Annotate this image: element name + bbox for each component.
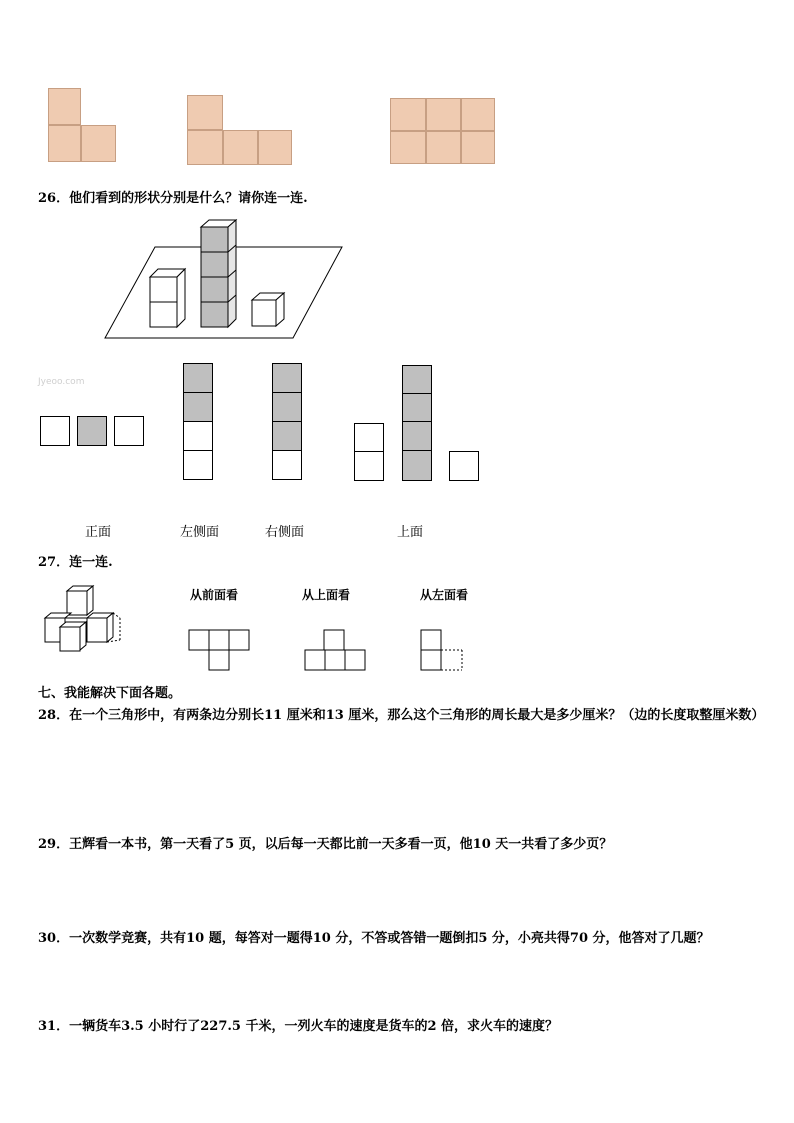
q27-title: 27．连一连. (38, 555, 113, 570)
q27-view-left-label: 从左面看 (420, 588, 469, 602)
watermark: Jyeoo.com (38, 377, 85, 387)
q26-label-left: 左侧面 (180, 525, 220, 540)
section7-title: 七、我能解决下面各题。 (38, 686, 182, 701)
q26-label-right: 右侧面 (265, 525, 305, 540)
q31-text: 31．一辆货车3.5 小时行了227.5 千米，一列火车的速度是货车的2 倍，求火车的速度？ (38, 1019, 559, 1034)
q30-text: 30．一次数学竞赛，共有10 题，每答对一题得10 分，不答或答错一题倒扣5 分，小亮共得70 分，他答对了几题？ (38, 931, 710, 946)
q29-text: 29．王辉看一本书，第一天看了5 页，以后每一天都比前一天多看一页，他10 天一共看了多少页？ (38, 837, 613, 852)
q28-text: 28．在一个三角形中，有两条边分别长11 厘米和13 厘米，那么这个三角形的周长最大是多少厘米？（边的长度取整厘米数） (38, 708, 765, 723)
q27-view-front-label: 从前面看 (190, 588, 239, 602)
q27-view-top-label: 从上面看 (302, 588, 351, 602)
q26-label-front: 正面 (85, 525, 112, 540)
q26-title: 26．他们看到的形状分别是什么？请你连一连. (38, 191, 308, 206)
q26-label-top: 上面 (397, 525, 424, 540)
